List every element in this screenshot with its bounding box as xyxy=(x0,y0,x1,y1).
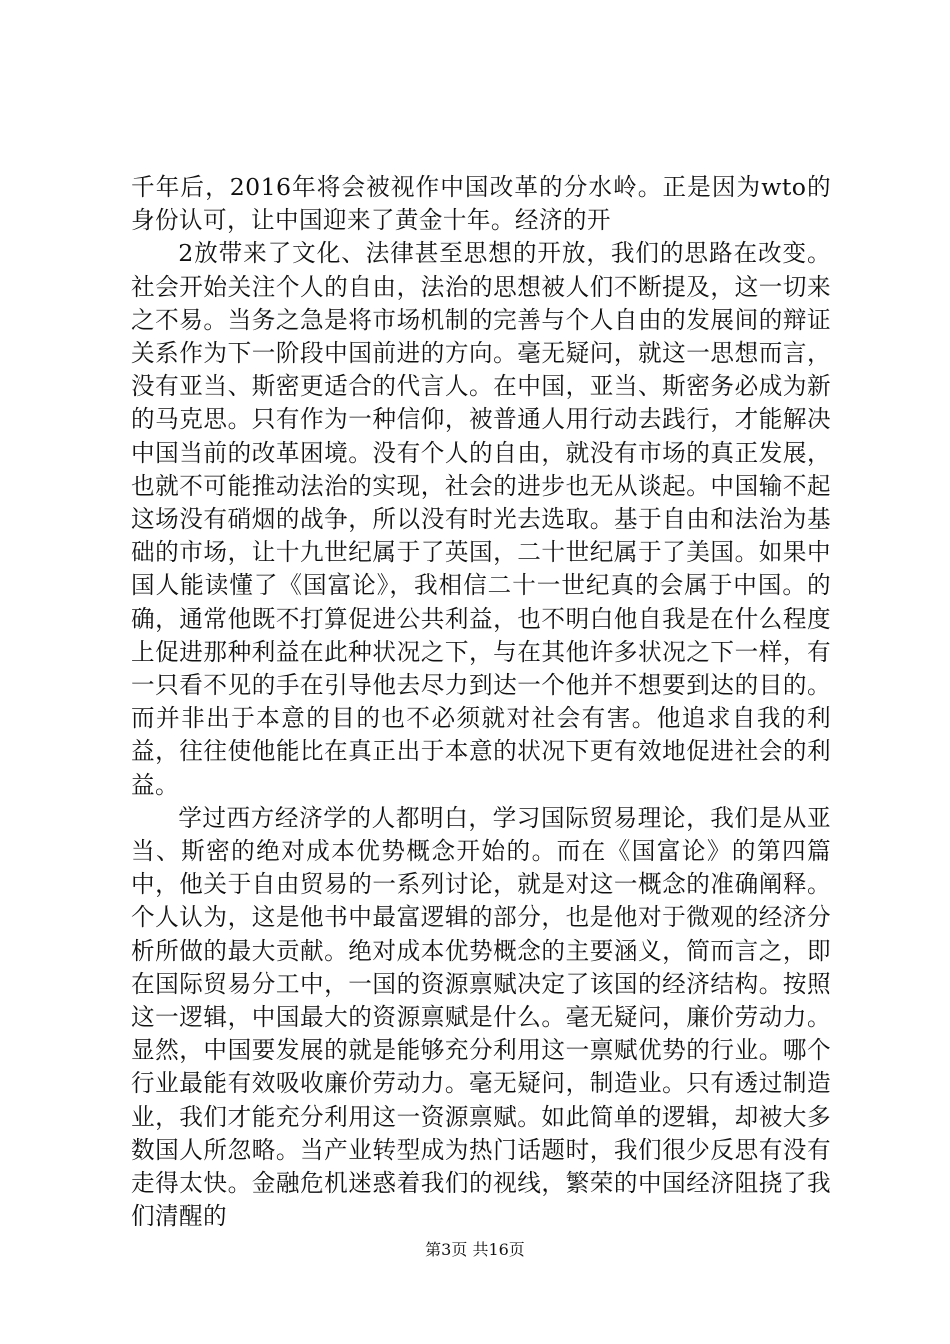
paragraph-2: 2放带来了文化、法律甚至思想的开放，我们的思路在改变。社会开始关注个人的自由，法治的思想被人们不断提及，这一切来之不易。当务之急是将市场机制的完善与个人自由的发展间的辩证关系作为下一阶段中国前进的方向。毫无疑问，就这一思想而言，没有亚当、斯密更适合的代言人。在中国，亚当、斯密务必成为新的马克思。只有作为一种信仰，被普通人用行动去践行，才能解决中国当前的改革困境。没有个人的自由，就没有市场的真正发展，也就不可能推动法治的实现，社会的进步也无从谈起。中国输不起这场没有硝烟的战争，所以没有时光去选取。基于自由和法治为基础的市场，让十九世纪属于了英国，二十世纪属于了美国。如果中国人能读懂了《国富论》，我相信二十一世纪真的会属于中国。的确，通常他既不打算促进公共利益，也不明白他自我是在什么程度上促进那种利益在此种状况之下，与在其他许多状况之下一样，有一只看不见的手在引导他去尽力到达一个他并不想要到达的目的。而并非出于本意的目的也不必须就对社会有害。他追求自我的利益，往往使他能比在真正出于本意的状况下更有效地促进社会的利益。 xyxy=(131,239,831,799)
paragraph-1: 千年后，2016年将会被视作中国改革的分水岭。正是因为wto的身份认可，让中国迎来了黄金十年。经济的开 xyxy=(131,173,831,235)
paragraph-3: 学过西方经济学的人都明白，学习国际贸易理论，我们是从亚当、斯密的绝对成本优势概念开始的。而在《国富论》的第四篇中，他关于自由贸易的一系列讨论，就是对这一概念的准确阐释。个人认为，这是他书中最富逻辑的部分，也是他对于微观的经济分析所做的最大贡献。绝对成本优势概念的主要涵义，简而言之，即在国际贸易分工中，一国的资源禀赋决定了该国的经济结构。按照这一逻辑，中国最大的资源禀赋是什么。毫无疑问，廉价劳动力。显然，中国要发展的就是能够充分利用这一禀赋优势的行业。哪个行业最能有效吸收廉价劳动力。毫无疑问，制造业。只有透过制造业，我们才能充分利用这一资源禀赋。如此简单的逻辑，却被大多数国人所忽略。当产业转型成为热门话题时，我们很少反思有没有走得太快。金融危机迷惑着我们的视线，繁荣的中国经济阻挠了我们清醒的 xyxy=(131,803,831,1231)
document-body xyxy=(131,171,831,1234)
page-number-footer: 第3页 共16页 xyxy=(425,1240,525,1259)
